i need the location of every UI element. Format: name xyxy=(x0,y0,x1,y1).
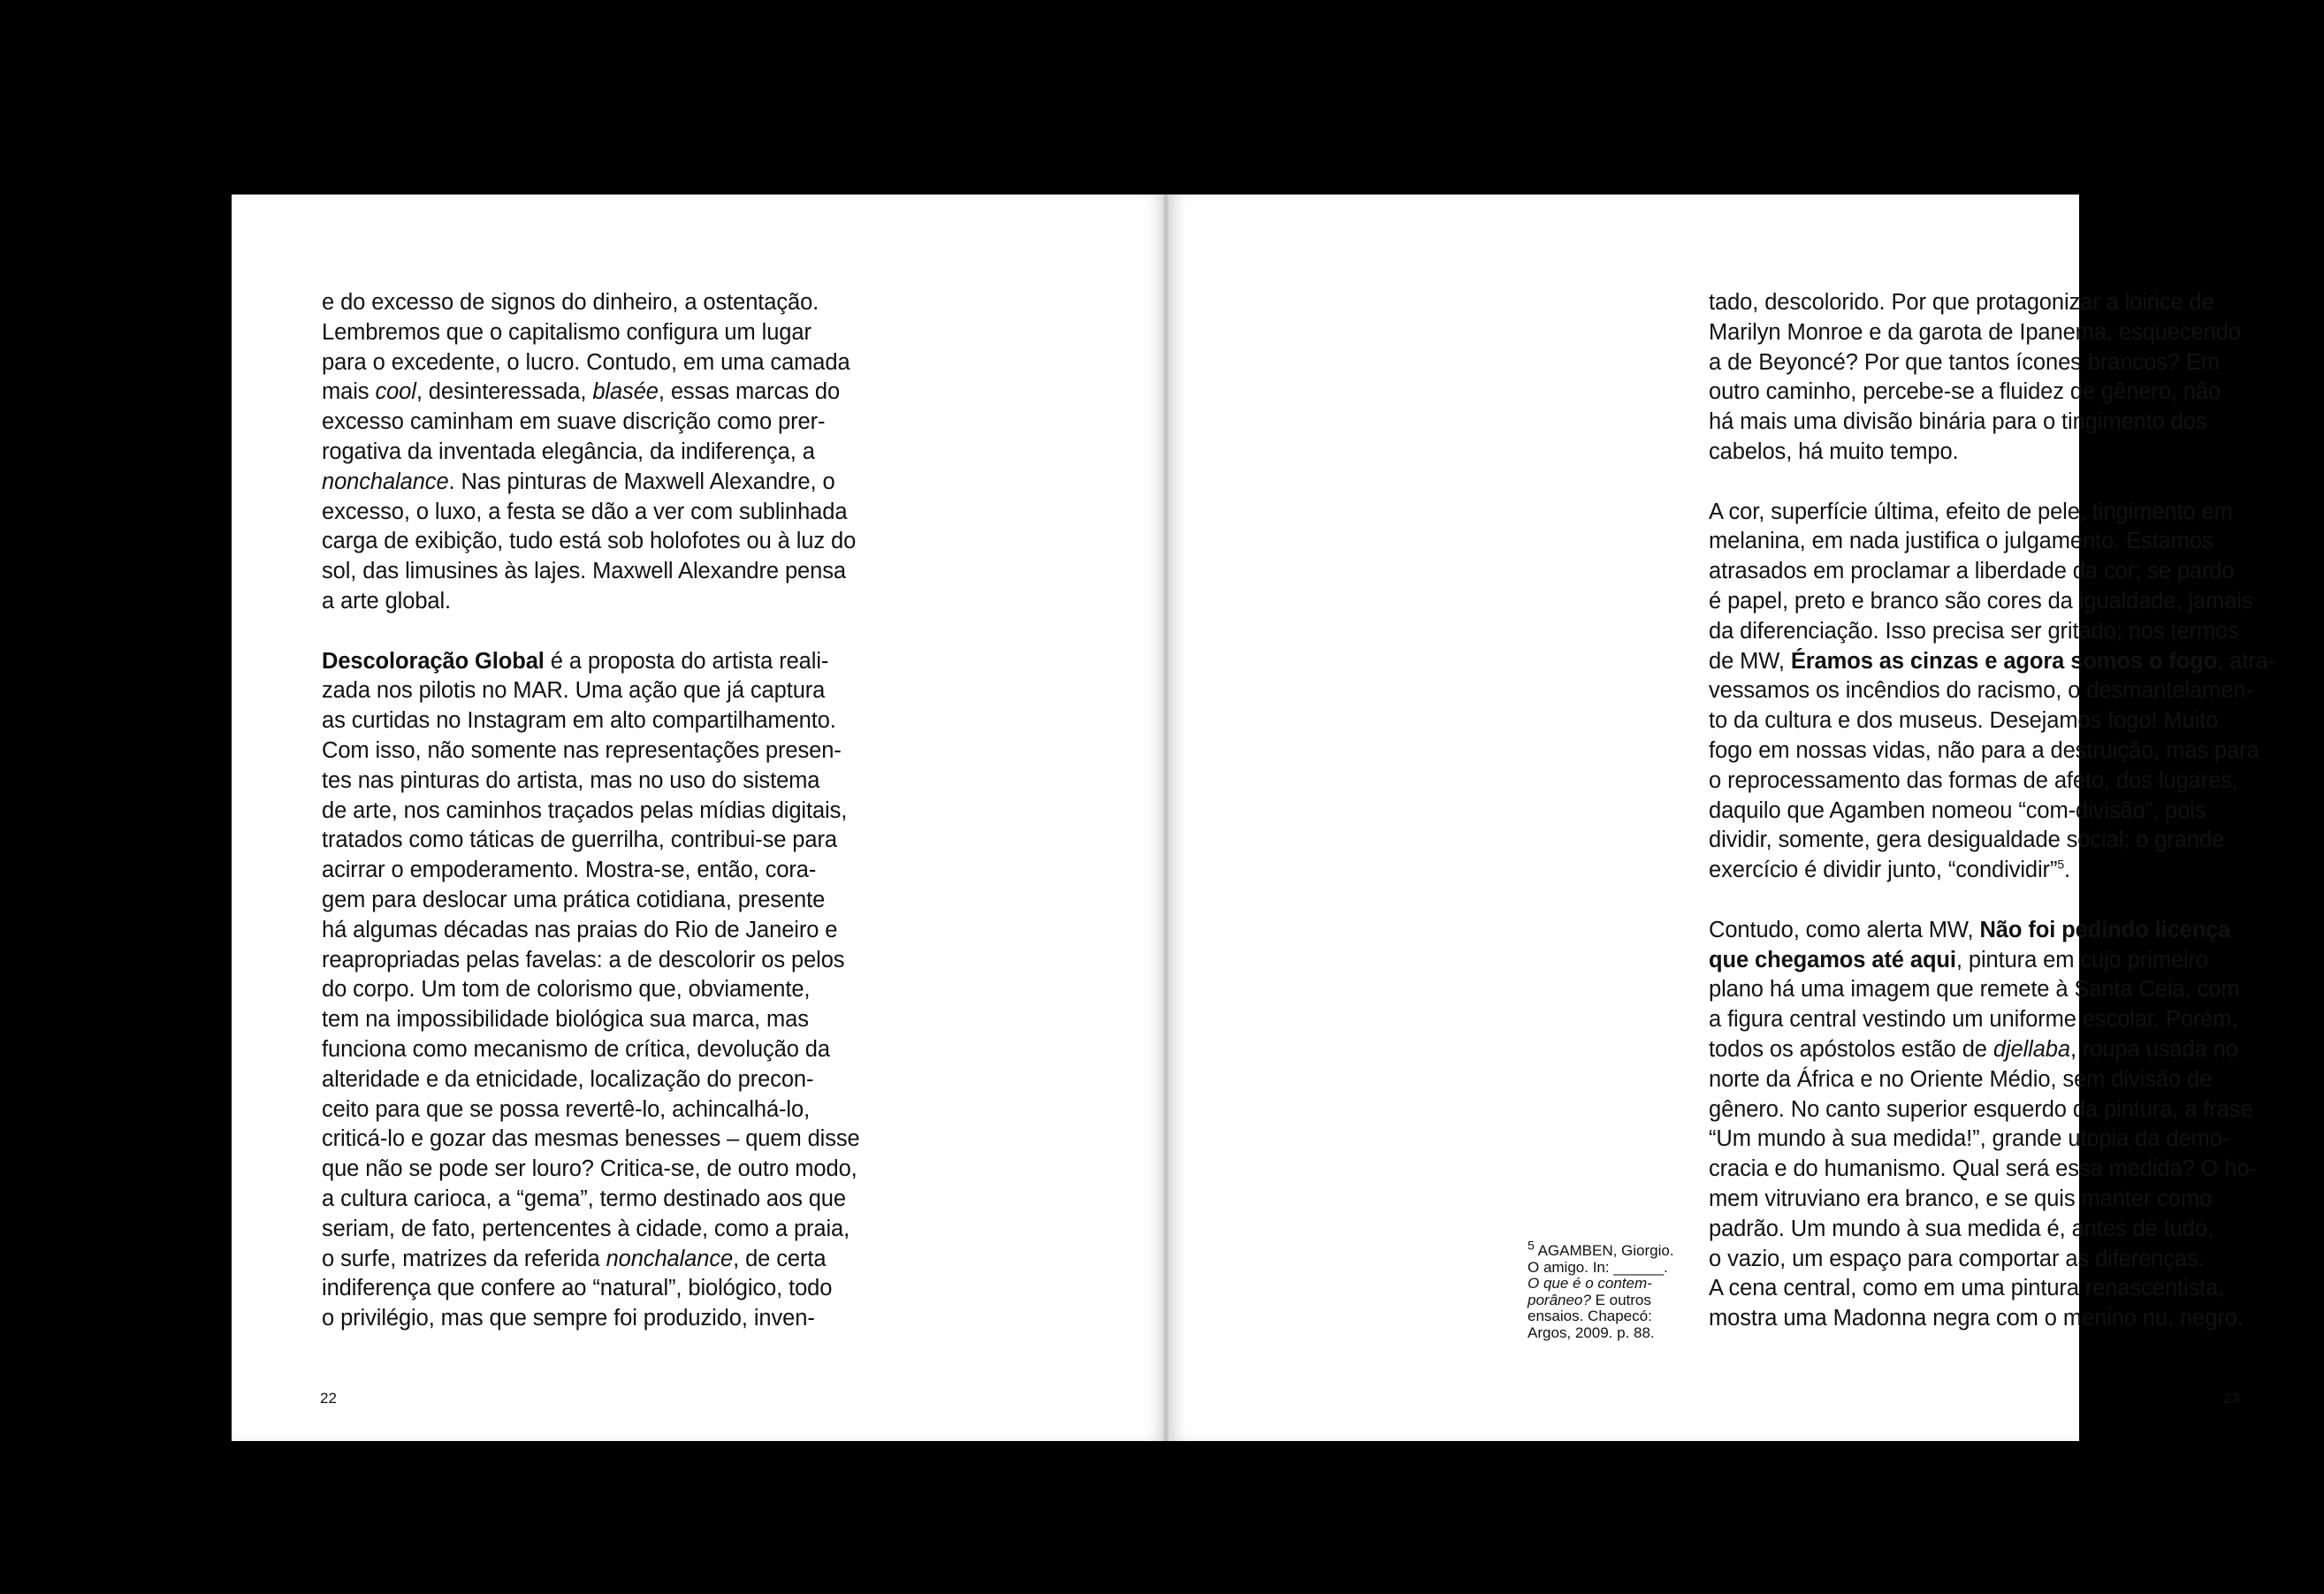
text-line xyxy=(1709,826,2274,856)
text-line xyxy=(322,736,958,766)
text-run: alteridade e da etnicidade, localização do precon- xyxy=(322,1066,814,1092)
text-line xyxy=(1709,1035,2274,1065)
text-run: é papel, preto e branco são cores da igualdade, jamais xyxy=(1709,588,2253,614)
text-line xyxy=(1709,1155,2274,1185)
text-run: Contudo, como alerta MW, xyxy=(1709,917,1980,942)
text-line xyxy=(1709,408,2274,438)
text-line xyxy=(322,797,958,827)
text-line xyxy=(1709,946,2274,976)
text-run: da diferenciação. Isso precisa ser gritado; nos termos xyxy=(1709,618,2239,644)
text-line xyxy=(1709,1065,2274,1095)
text-run: padrão. Um mundo à sua medida é, antes de tudo, xyxy=(1709,1216,2214,1241)
text-run: atrasados em proclamar a liberdade da cor; se pardo xyxy=(1709,559,2235,584)
italic-text: nonchalance xyxy=(606,1246,734,1271)
text-line xyxy=(1709,318,2274,348)
text-line xyxy=(1709,676,2274,706)
text-line xyxy=(322,647,958,677)
paragraph xyxy=(322,288,958,617)
text-line xyxy=(322,676,958,706)
text-run: ensaios. Chapecó: xyxy=(1528,1308,1652,1324)
text-run: , essas marcas do xyxy=(658,379,841,405)
text-run: A cor, superfície última, efeito de pele, tingimento em xyxy=(1709,499,2233,524)
text-line xyxy=(1528,1238,1704,1260)
text-run: excesso caminham em suave discrição como prer- xyxy=(322,409,826,435)
bold-text: Éramos as cinzas e agora somos o fogo xyxy=(1790,648,2218,674)
text-line xyxy=(1709,587,2274,617)
text-run: mais xyxy=(322,379,376,405)
text-line xyxy=(1709,378,2274,408)
text-line xyxy=(322,318,958,348)
text-line xyxy=(322,1095,958,1125)
text-run: seriam, de fato, pertencentes à cidade, como a praia, xyxy=(322,1216,850,1241)
right-page xyxy=(1167,194,2276,1441)
right-page-body xyxy=(1709,288,2274,1364)
text-run: Com isso, não somente nas representações presen- xyxy=(322,737,842,763)
paragraph xyxy=(1709,916,2274,1334)
text-line xyxy=(1709,617,2274,647)
text-run: indiferença que confere ao “natural”, biológico, todo xyxy=(322,1276,833,1301)
text-run: o surfe, matrizes da referida xyxy=(322,1246,606,1271)
text-run: há mais uma divisão binária para o tingimento dos xyxy=(1709,409,2207,435)
text-line xyxy=(322,348,958,378)
left-page-body xyxy=(322,288,958,1364)
text-line xyxy=(322,1155,958,1185)
text-run: outro caminho, percebe-se a fluidez de gênero, não xyxy=(1709,379,2221,405)
text-run: a cultura carioca, a “gema”, termo destinado aos que xyxy=(322,1186,846,1211)
text-line xyxy=(1709,706,2274,736)
text-line xyxy=(322,288,958,318)
text-line xyxy=(322,587,958,617)
text-line xyxy=(322,826,958,856)
text-run: Marilyn Monroe e da garota de Ipanema, esquecendo xyxy=(1709,319,2241,345)
text-line xyxy=(322,975,958,1005)
paragraph xyxy=(1709,498,2274,886)
text-line xyxy=(1709,1185,2274,1215)
text-run: daquilo que Agamben nomeou “com-divisão”, pois xyxy=(1709,797,2206,823)
text-line xyxy=(1709,1005,2274,1035)
text-line xyxy=(1709,1215,2274,1245)
text-run: rogativa da inventada elegância, da indiferença, a xyxy=(322,439,815,464)
text-line xyxy=(1709,557,2274,587)
text-line xyxy=(1709,288,2274,318)
text-run: sol, das limusines às lajes. Maxwell Alexandre pensa xyxy=(322,559,846,584)
text-run: zada nos pilotis no MAR. Uma ação que já captura xyxy=(322,678,826,704)
text-line xyxy=(1528,1325,1704,1342)
text-run: tratados como táticas de guerrilha, contribui-se para xyxy=(322,828,837,853)
text-run: a de Beyoncé? Por que tantos ícones brancos? Em xyxy=(1709,349,2220,375)
text-line xyxy=(1709,498,2274,528)
text-line xyxy=(322,946,958,976)
text-run: há algumas décadas nas praias do Rio de Janeiro e xyxy=(322,917,838,942)
text-run: , atra- xyxy=(2217,648,2276,674)
book-gutter xyxy=(1162,194,1170,1441)
italic-text: porâneo? xyxy=(1528,1291,1591,1308)
text-line xyxy=(322,468,958,498)
page-number-left: 22 xyxy=(320,1390,337,1407)
text-line xyxy=(1709,647,2274,677)
text-run: que não se pode ser louro? Critica-se, de outro modo, xyxy=(322,1156,857,1182)
text-run: , roupa usada no xyxy=(2069,1036,2238,1062)
text-line xyxy=(1528,1260,1704,1277)
text-line xyxy=(322,1245,958,1275)
text-run: O amigo. In: ______. xyxy=(1528,1258,1668,1276)
text-line xyxy=(1528,1293,1704,1309)
text-run: criticá-lo e gozar das mesmas benesses – quem disse xyxy=(322,1126,860,1152)
text-run: E outros xyxy=(1590,1291,1651,1308)
text-line xyxy=(1709,856,2274,886)
text-run: . xyxy=(2064,858,2071,883)
text-line xyxy=(322,498,958,528)
bold-text: Descoloração Global xyxy=(322,648,545,674)
text-line xyxy=(322,1274,958,1304)
text-line xyxy=(1709,438,2274,468)
text-line xyxy=(1709,1304,2274,1334)
text-line xyxy=(1709,527,2274,557)
text-line xyxy=(322,557,958,587)
text-run: a figura central vestindo um uniforme escolar. Porém, xyxy=(1709,1007,2238,1033)
text-run: ceito para que se possa revertê-lo, achincalhá-lo, xyxy=(322,1096,811,1122)
italic-text: djellaba xyxy=(1993,1036,2070,1062)
text-run: tes nas pinturas do artista, mas no uso do sistema xyxy=(322,767,820,793)
text-line xyxy=(322,438,958,468)
text-run: melanina, em nada justifica o julgamento. Estamos xyxy=(1709,529,2214,554)
bold-text: Não foi pedindo licença xyxy=(1979,917,2231,942)
paragraph xyxy=(322,647,958,1334)
text-run: gem para deslocar uma prática cotidiana, presente xyxy=(322,887,826,912)
text-run: para o excedente, o lucro. Contudo, em uma camada xyxy=(322,349,850,375)
text-run: “Um mundo à sua medida!”, grande utopia da demo- xyxy=(1709,1126,2230,1152)
text-line xyxy=(322,1215,958,1245)
text-run: gênero. No canto superior esquerdo da pintura, a frase xyxy=(1709,1096,2253,1122)
book-spread xyxy=(232,194,2276,1441)
italic-text: nonchalance xyxy=(322,469,449,494)
text-run: de MW, xyxy=(1709,648,1791,674)
text-line xyxy=(1709,1274,2274,1304)
text-run: o reprocessamento das formas de afeto, dos lugares, xyxy=(1709,767,2238,793)
text-line xyxy=(1709,348,2274,378)
text-run: vessamos os incêndios do racismo, o desmantelamen- xyxy=(1709,678,2253,704)
text-run: tado, descolorido. Por que protagonizar a loirice de xyxy=(1709,290,2214,315)
text-run: e do excesso de signos do dinheiro, a ostentação. xyxy=(322,290,819,315)
text-run: dividir, somente, gera desigualdade social; o grande xyxy=(1709,828,2225,853)
text-line xyxy=(322,916,958,946)
text-run: carga de exibição, tudo está sob holofotes ou à luz do xyxy=(322,529,857,554)
text-run: norte da África e no Oriente Médio, sem divisão de xyxy=(1709,1066,2213,1092)
text-run: exercício é dividir junto, “condividir” xyxy=(1709,858,2058,883)
text-line xyxy=(322,1065,958,1095)
footnote-marker: 5 xyxy=(2057,857,2065,872)
text-run: tem na impossibilidade biológica sua marca, mas xyxy=(322,1007,809,1033)
text-run: do corpo. Um tom de colorismo que, obviamente, xyxy=(322,977,811,1003)
text-line xyxy=(1709,1095,2274,1125)
text-run: o vazio, um espaço para comportar as diferenças. xyxy=(1709,1246,2205,1271)
text-run: funciona como mecanismo de crítica, devolução da xyxy=(322,1036,830,1062)
text-line xyxy=(1709,1125,2274,1155)
text-line xyxy=(322,856,958,886)
text-run: o privilégio, mas que sempre foi produzido, inven- xyxy=(322,1306,815,1331)
text-line xyxy=(322,1035,958,1065)
text-line xyxy=(322,1125,958,1155)
footnote xyxy=(1528,1238,1704,1341)
left-page xyxy=(232,194,1167,1441)
text-line xyxy=(322,527,958,557)
text-run: de arte, nos caminhos traçados pelas mídias digitais, xyxy=(322,797,848,823)
footnote-marker: 5 xyxy=(1528,1238,1535,1253)
text-run: , pintura em cujo primeiro xyxy=(1955,947,2209,972)
italic-text: blasée xyxy=(592,379,659,405)
text-line xyxy=(322,766,958,797)
text-run: cabelos, há muito tempo. xyxy=(1709,439,1959,464)
text-run: . Nas pinturas de Maxwell Alexandre, o xyxy=(448,469,835,494)
text-run: a arte global. xyxy=(322,588,452,614)
text-line xyxy=(1528,1276,1704,1293)
text-run: to da cultura e dos museus. Desejamos fogo! Muito xyxy=(1709,708,2219,734)
text-line xyxy=(322,706,958,736)
text-run: mem vitruviano era branco, e se quis manter como xyxy=(1709,1186,2213,1211)
text-line xyxy=(1709,975,2274,1005)
text-line xyxy=(1528,1308,1704,1325)
text-line xyxy=(322,1185,958,1215)
page-number-right: 23 xyxy=(2223,1390,2240,1407)
text-line xyxy=(322,1304,958,1334)
bold-text: que chegamos até aqui xyxy=(1709,947,1956,972)
text-run: excesso, o luxo, a festa se dão a ver com sublinhada xyxy=(322,499,848,524)
text-run: cracia e do humanismo. Qual será essa medida? O ho- xyxy=(1709,1156,2257,1182)
text-run: as curtidas no Instagram em alto compartilhamento. xyxy=(322,708,836,734)
text-run: reapropriadas pelas favelas: a de descolorir os pelos xyxy=(322,947,845,972)
text-run: mostra uma Madonna negra com o menino nu, negro. xyxy=(1709,1306,2244,1331)
text-run: AGAMBEN, Giorgio. xyxy=(1534,1242,1674,1259)
text-run: Lembremos que o capitalismo configura um lugar xyxy=(322,319,811,345)
text-line xyxy=(1709,766,2274,797)
text-line xyxy=(1709,736,2274,766)
text-run: , de certa xyxy=(733,1246,827,1271)
italic-text: cool xyxy=(375,379,416,405)
text-line xyxy=(322,378,958,408)
text-run: A cena central, como em uma pintura renascentista, xyxy=(1709,1276,2225,1301)
text-line xyxy=(322,408,958,438)
text-line xyxy=(1709,1245,2274,1275)
text-run: acirrar o empoderamento. Mostra-se, então, cora- xyxy=(322,858,817,883)
paragraph xyxy=(1709,288,2274,468)
text-run: plano há uma imagem que remete à Santa Ceia, com xyxy=(1709,977,2240,1003)
text-run: todos os apóstolos estão de xyxy=(1709,1036,1993,1062)
text-line xyxy=(1709,797,2274,827)
text-run: fogo em nossas vidas, não para a destruição, mas para xyxy=(1709,737,2259,763)
text-run: é a proposta do artista reali- xyxy=(544,648,829,674)
text-line xyxy=(322,1005,958,1035)
text-run: Argos, 2009. p. 88. xyxy=(1528,1323,1655,1341)
text-line xyxy=(322,886,958,916)
text-run: , desinteressada, xyxy=(415,379,593,405)
italic-text: O que é o contem- xyxy=(1528,1275,1652,1292)
text-line xyxy=(1709,916,2274,946)
